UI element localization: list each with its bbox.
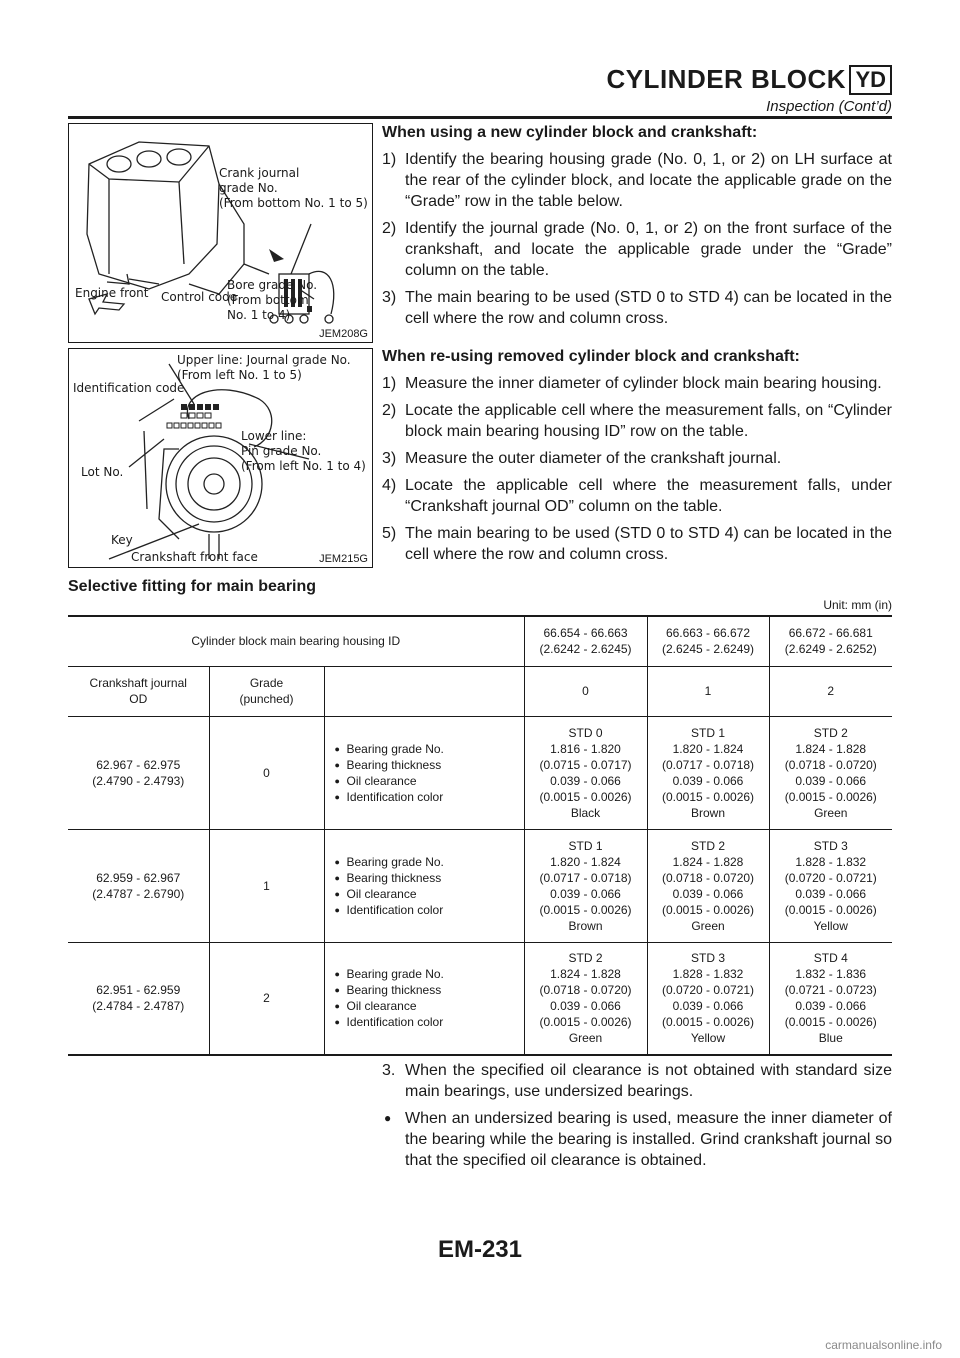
undersize-note — [382, 1060, 892, 1171]
step-item: 1) Measure the inner diameter of cylinder block main bearing housing. — [382, 375, 882, 392]
step-item: 3) The main bearing to be used (STD 0 to STD 4) can be located in the cell where the row and column cross. — [382, 289, 892, 327]
bearing-cell: STD 3 1.828 - 1.832 (0.0720 - 0.0721) 0.039 - 0.066 (0.0015 - 0.0026) Yellow — [647, 942, 769, 1055]
housing-range: 66.654 - 66.663 (2.6242 - 2.6245) — [524, 616, 647, 666]
bearing-cell: STD 1 1.820 - 1.824 (0.0717 - 0.0718) 0.039 - 0.066 (0.0015 - 0.0026) Brown — [647, 716, 769, 829]
journal-grade: 2 — [209, 942, 324, 1055]
label-bore-grade: Bore grade No. (From bottom No. 1 to 4) — [227, 278, 318, 322]
header-rule — [68, 116, 892, 119]
table-row — [68, 666, 892, 716]
item-labels: ● Bearing grade No. ● Bearing thickness ● Oil clearance ● Identification color — [324, 716, 524, 829]
item-labels: ● Bearing grade No. ● Bearing thickness ● Oil clearance ● Identification color — [324, 942, 524, 1055]
journal-grade: 1 — [209, 829, 324, 942]
housing-range: 66.672 - 66.681 (2.6249 - 2.6252) — [769, 616, 892, 666]
main-bearing-selection-table — [68, 616, 892, 1056]
table-title: Selective fitting for main bearing — [68, 578, 317, 595]
item-labels: ● Bearing grade No. ● Bearing thickness ● Oil clearance ● Identification color — [324, 829, 524, 942]
housing-grade: 2 — [769, 666, 892, 716]
table-row — [68, 829, 892, 942]
table-row — [68, 616, 892, 666]
page-number: EM-231 — [437, 1236, 523, 1263]
journal-range: 62.967 - 62.975 (2.4790 - 2.4793) — [92, 757, 185, 788]
journal-grade: 0 — [209, 716, 324, 829]
bearing-cell: STD 2 1.824 - 1.828 (0.0718 - 0.0720) 0.039 - 0.066 (0.0015 - 0.0026) Green — [647, 829, 769, 942]
housing-id-label: Cylinder block main bearing housing ID — [191, 633, 401, 648]
label-crank-journal: Crank journal grade No. (From bottom No. 1 to 5) — [219, 166, 368, 210]
housing-grade: 1 — [647, 666, 769, 716]
cylinder-block-illustration — [69, 124, 374, 344]
step-item: 1) Identify the bearing housing grade (No. 0, 1, or 2) on LH surface at the rear of the cylinder block, and locate the applicable grade on the “Grade” row in the table below. — [382, 151, 892, 210]
label-control-code: Control code — [161, 290, 238, 304]
bearing-cell: STD 2 1.824 - 1.828 (0.0718 - 0.0720) 0.039 - 0.066 (0.0015 - 0.0026) Green — [524, 942, 647, 1055]
bullet-item: ● When an undersized bearing is used, measure the inner diameter of the bearing while the bearing is installed. Grind crankshaft journal so that the specified oil clearance is obtained. — [384, 1110, 892, 1169]
label-crankshaft-front-face: Crankshaft front face — [131, 550, 258, 564]
label-upper-line: Upper line: Journal grade No. (From left No. 1 to 5) — [177, 353, 351, 382]
section-title: CYLINDER BLOCK — [606, 64, 846, 94]
table-row — [68, 716, 892, 829]
figure-code: JEM215G — [319, 553, 368, 565]
housing-range: 66.663 - 66.672 (2.6245 - 2.6249) — [647, 616, 769, 666]
label-lower-line: Lower line: Pin grade No. (From left No. 1 to 4) — [241, 429, 366, 473]
grade-label: Grade (punched) — [209, 666, 324, 716]
label-key: Key — [111, 533, 133, 547]
journal-range: 62.959 - 62.967 (2.4787 - 2.6790) — [92, 870, 185, 901]
figure-code: JEM208G — [319, 328, 368, 340]
bearing-cell: STD 4 1.832 - 1.836 (0.0721 - 0.0723) 0.039 - 0.066 (0.0015 - 0.0026) Blue — [769, 942, 892, 1055]
step-item: 2) Identify the journal grade (No. 0, 1, or 2) on the front surface of the crankshaft, and locate the applicable grade under the “Grade” column on the table. — [382, 220, 892, 279]
bearing-cell: STD 1 1.820 - 1.824 (0.0717 - 0.0718) 0.039 - 0.066 (0.0015 - 0.0026) Brown — [524, 829, 647, 942]
label-lot-no: Lot No. — [81, 465, 124, 479]
step-item: 5) The main bearing to be used (STD 0 to STD 4) can be located in the cell where the row and column cross. — [382, 525, 892, 563]
step-item: 4) Locate the applicable cell where the measurement falls, under “Crankshaft journal OD” column on the table. — [382, 477, 892, 515]
label-identification-code: Identification code — [73, 381, 185, 395]
journal-range: 62.951 - 62.959 (2.4784 - 2.4787) — [92, 983, 185, 1014]
figure-crankshaft-grades — [68, 348, 373, 568]
engine-badge: YD — [849, 65, 892, 95]
table-row — [68, 942, 892, 1055]
page-header — [68, 48, 892, 120]
figure-cylinder-block-grades — [68, 123, 373, 343]
section-new-parts — [382, 122, 892, 335]
bearing-cell: STD 3 1.828 - 1.832 (0.0720 - 0.0721) 0.039 - 0.066 (0.0015 - 0.0026) Yellow — [769, 829, 892, 942]
label-engine-front: Engine front — [75, 286, 149, 300]
watermark: carmanualsonline.info — [825, 1338, 942, 1352]
bearing-cell: STD 2 1.824 - 1.828 (0.0718 - 0.0720) 0.039 - 0.066 (0.0015 - 0.0026) Green — [769, 716, 892, 829]
step-item: 2) Locate the applicable cell where the measurement falls, on “Cylinder block main bearing housing ID” row on the table. — [382, 402, 892, 440]
section-subtitle: Inspection (Cont’d) — [766, 98, 892, 115]
step-item: 3. When the specified oil clearance is not obtained with standard size main bearings, use undersized bearings. — [382, 1062, 892, 1100]
housing-grade: 0 — [524, 666, 647, 716]
step-item: 3) Measure the outer diameter of the crankshaft journal. — [382, 450, 782, 467]
section-heading: When re-using removed cylinder block and crankshaft: — [382, 348, 800, 365]
bearing-cell: STD 0 1.816 - 1.820 (0.0715 - 0.0717) 0.039 - 0.066 (0.0015 - 0.0026) Black — [524, 716, 647, 829]
journal-od-label: Crankshaft journal OD — [89, 676, 187, 706]
section-reuse-parts — [382, 346, 892, 571]
empty-cell — [324, 666, 524, 716]
section-heading: When using a new cylinder block and crankshaft: — [382, 124, 758, 141]
unit-label: Unit: mm (in) — [823, 598, 892, 612]
